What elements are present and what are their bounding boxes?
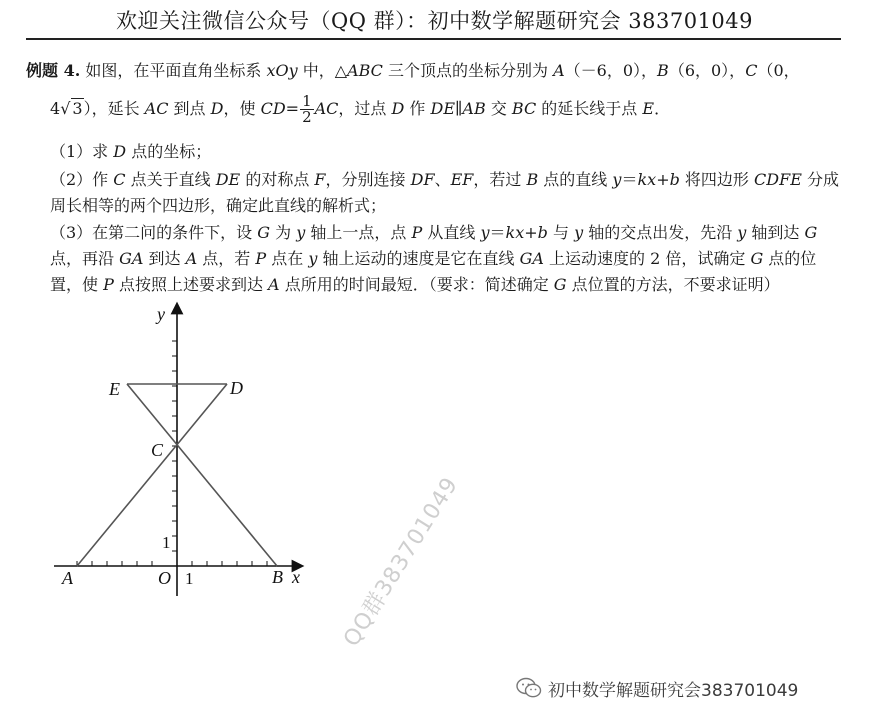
segment-b-e [127, 384, 277, 566]
wechat-icon [516, 677, 542, 699]
label-point-b: B [272, 567, 283, 587]
text-segment: （1）求 [50, 142, 114, 161]
equals-sign: = [285, 99, 300, 118]
text-segment: 到点 [168, 99, 211, 118]
math-y: y [296, 223, 306, 242]
parallel-sign: ∥ [455, 99, 463, 118]
text-segment: ，使 [223, 99, 261, 118]
math-c: C [745, 61, 758, 80]
math-y: y [612, 170, 622, 189]
math-y: y [737, 223, 747, 242]
math-bc: BC [511, 99, 537, 118]
math-p: P [411, 223, 423, 242]
text-segment: （2）作 [50, 170, 114, 189]
sqrt-radicand: 3 [72, 99, 83, 118]
math-cd: CD [260, 99, 286, 118]
text-segment: 为 [270, 223, 297, 242]
text-segment: 点关于直线 [125, 170, 216, 189]
math-df: DF [410, 170, 435, 189]
math-y: y [574, 223, 584, 242]
math-abc: ABC [347, 61, 383, 80]
text-segment: ，分别连接 [325, 170, 411, 189]
text-segment: 与 [547, 223, 575, 242]
text-segment: ． [654, 99, 671, 118]
segment-a-d [77, 384, 227, 566]
label-tick-x-1: 1 [185, 569, 194, 588]
math-kx-plus-b: kx+b [637, 170, 680, 189]
coord-c-open: （0， [757, 61, 800, 80]
question-3 [50, 220, 840, 298]
text-segment: 点，再沿 [50, 249, 120, 268]
label-point-a: A [62, 568, 73, 588]
math-p: P [255, 249, 267, 268]
text-segment: 的延长线于点 [536, 99, 643, 118]
label-y-axis: y [157, 304, 165, 324]
text-segment: 点在 [266, 249, 309, 268]
text-segment: 分成周长相等的两个四边形，确定此直线的解析式； [50, 170, 839, 215]
math-ga: GA [119, 249, 144, 268]
text-segment: 将四边形 [679, 170, 755, 189]
math-a: A [185, 249, 198, 268]
coordinate-figure [40, 296, 320, 606]
math-y: y [308, 249, 318, 268]
math-g: G [750, 249, 764, 268]
text-segment: 交 [485, 99, 512, 118]
text-segment: 到达 [143, 249, 186, 268]
math-c: C [113, 170, 126, 189]
text-segment: 点位置的方法，不要求证明） [566, 275, 780, 294]
footer-brand [516, 674, 798, 702]
text-segment: 点的坐标； [126, 142, 212, 161]
text-segment: 轴上运动的速度是它在直线 [317, 249, 520, 268]
text-segment: 点所用的时间最短．（要求：简述确定 [279, 275, 554, 294]
math-de: DE [430, 99, 456, 118]
label-point-d: D [230, 378, 243, 398]
footer-brand-text: 初中数学解题研究会383701049 [548, 680, 799, 701]
text-segment: 中，△ [297, 61, 348, 80]
fraction-numerator: 1 [302, 92, 312, 110]
sqrt-sign: √ [60, 99, 71, 118]
problem-statement-line2 [50, 94, 868, 125]
header-divider [26, 38, 841, 40]
math-a: A [553, 61, 565, 80]
label-tick-y-1: 1 [162, 533, 171, 552]
text-segment: 作 [404, 99, 431, 118]
fraction-half [300, 94, 314, 125]
math-ga: GA [519, 249, 544, 268]
math-cdfe: CDFE [754, 170, 802, 189]
text-segment: ），延长 [83, 99, 145, 118]
text-segment: 轴上一点，点 [305, 223, 412, 242]
label-point-e: E [109, 379, 120, 399]
text-segment: 的对称点 [240, 170, 315, 189]
coord-a: （－6，0）， [564, 61, 658, 80]
math-p: P [103, 275, 114, 294]
math-ab: AB [462, 99, 486, 118]
fraction-denominator: 2 [302, 108, 312, 126]
text-segment: 轴到达 [746, 223, 805, 242]
text-segment: 轴的交点出发，先沿 [583, 223, 738, 242]
equals-sign: ＝ [489, 223, 506, 242]
problem-statement-line1 [26, 61, 844, 81]
math-f: F [314, 170, 326, 189]
math-e: E [642, 99, 655, 118]
math-xoy: xOy [266, 61, 298, 80]
watermark-text: QQ群383701049 [339, 472, 464, 652]
math-ef: EF [450, 170, 474, 189]
text-segment: 三个顶点的坐标分别为 [382, 61, 554, 80]
problem-label: 例题 4. [26, 61, 81, 80]
math-g: G [257, 223, 271, 242]
page-header-title: 欢迎关注微信公众号（QQ 群）：初中数学解题研究会 383701049 [115, 9, 754, 33]
math-kx-plus-b: kx+b [505, 223, 548, 242]
text-segment: 点，若 [197, 249, 256, 268]
text-segment: ，过点 [338, 99, 392, 118]
text-segment: 点的位置，使 [50, 249, 817, 294]
text-segment: 如图，在平面直角坐标系 [85, 61, 267, 80]
math-ac: AC [314, 99, 339, 118]
coef-four: 4 [50, 99, 61, 118]
math-g: G [804, 223, 818, 242]
math-y: y [480, 223, 490, 242]
text-segment: 上运动速度的 2 倍，试确定 [543, 249, 751, 268]
text-segment: 点的直线 [538, 170, 613, 189]
label-x-axis: x [292, 567, 300, 587]
question-2 [50, 167, 840, 219]
math-d: D [113, 142, 127, 161]
text-segment: 从直线 [422, 223, 481, 242]
math-a: A [268, 275, 280, 294]
text-segment: ，若过 [473, 170, 527, 189]
equals-sign: ＝ [621, 170, 638, 189]
text-segment: 点按照上述要求到达 [113, 275, 269, 294]
coord-b: （6，0）， [668, 61, 746, 80]
math-g: G [553, 275, 567, 294]
text-segment: 、 [434, 170, 451, 189]
label-point-c: C [151, 440, 164, 460]
math-b: B [657, 61, 669, 80]
label-origin: O [158, 568, 171, 588]
math-d: D [210, 99, 224, 118]
math-ac: AC [144, 99, 169, 118]
math-de: DE [215, 170, 241, 189]
question-1 [50, 142, 868, 162]
text-segment: （3）在第二问的条件下，设 [50, 223, 258, 242]
math-b: B [526, 170, 539, 189]
math-d: D [391, 99, 405, 118]
